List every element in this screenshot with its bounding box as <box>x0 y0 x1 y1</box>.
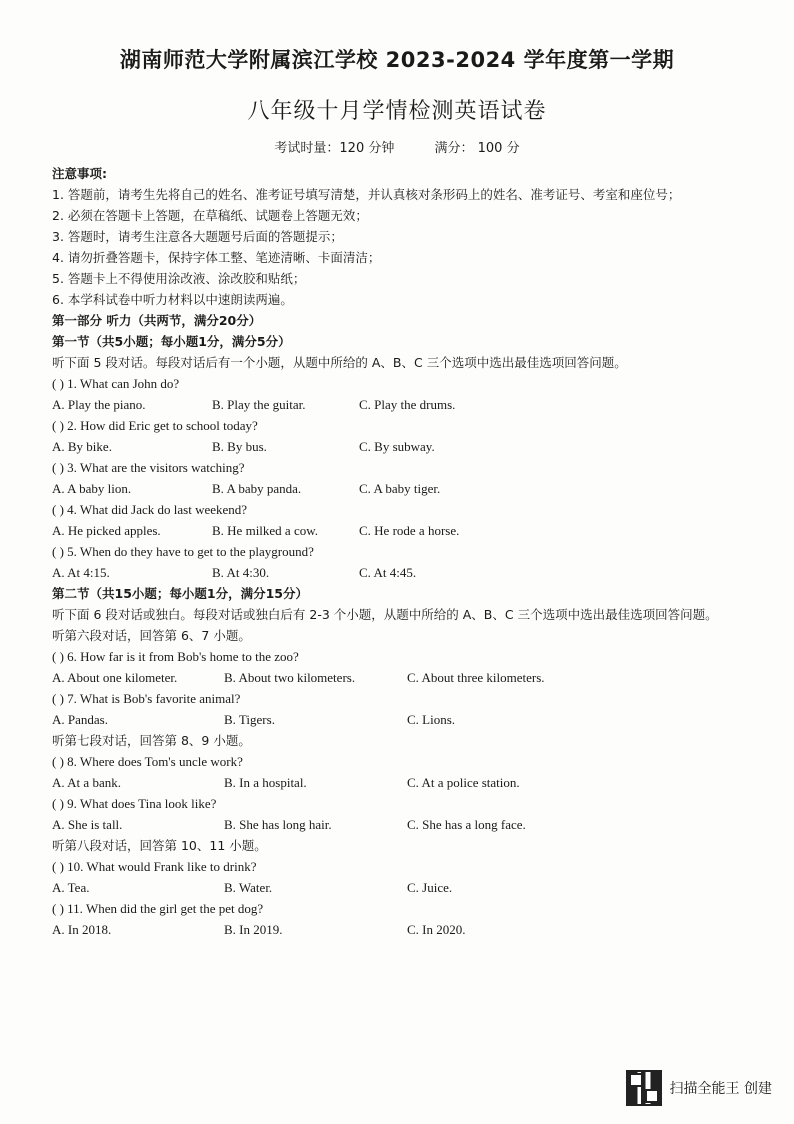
question: ( ) 8. Where does Tom's uncle work? <box>52 754 243 769</box>
options-row <box>52 478 732 499</box>
watermark-text: 扫描全能王 创建 <box>669 1081 772 1097</box>
option-b: B. In a hospital. <box>224 775 307 790</box>
option-c: C. A baby tiger. <box>359 481 441 496</box>
dialogue-group-heading: 听第八段对话，回答第 10、11 小题。 <box>52 838 267 853</box>
option-a: A. Tea. <box>52 880 90 895</box>
question: ( ) 10. What would Frank like to drink? <box>52 859 257 874</box>
question: ( ) 1. What can John do? <box>52 376 180 391</box>
option-a: A. About one kilometer. <box>52 670 178 685</box>
option-a: A. Play the piano. <box>52 397 146 412</box>
note-item: 2. 必须在答题卡上答题，在草稿纸、试题卷上答题无效； <box>52 208 368 223</box>
option-a: A. At a bank. <box>52 775 121 790</box>
exam-score: 满分： 100 分 <box>434 141 520 156</box>
option-a: A. At 4:15. <box>52 565 110 580</box>
options-row <box>52 709 732 730</box>
options-row <box>52 394 732 415</box>
option-b: B. By bus. <box>212 439 267 454</box>
option-a: A. He picked apples. <box>52 523 161 538</box>
note-item: 4. 请勿折叠答题卡，保持字体工整、笔迹清晰、卡面清洁； <box>52 250 381 265</box>
option-c: C. About three kilometers. <box>407 670 545 685</box>
option-b: B. Tigers. <box>224 712 275 727</box>
option-c: C. He rode a horse. <box>359 523 460 538</box>
section2-instruction: 听下面 6 段对话或独白。每段对话或独白后有 2-3 个小题，从题中所给的 A、B、C 三个选项中选出最佳选项回答问题。 <box>52 607 718 622</box>
question: ( ) 9. What does Tina look like? <box>52 796 217 811</box>
note-item: 6. 本学科试卷中听力材料以中速朗读两遍。 <box>52 292 293 307</box>
exam-school-title: 湖南师范大学附属滨江学校 2023-2024 学年度第一学期 <box>119 48 675 72</box>
option-b: B. He milked a cow. <box>212 523 319 538</box>
option-c: C. She has a long face. <box>407 817 526 832</box>
option-b: B. Water. <box>224 880 273 895</box>
exam-meta <box>0 137 794 156</box>
option-a: A. Pandas. <box>52 712 108 727</box>
option-c: C. By subway. <box>359 439 435 454</box>
option-c: C. At 4:45. <box>359 565 417 580</box>
exam-body <box>52 163 732 940</box>
question: ( ) 5. When do they have to get to the playground? <box>52 544 314 559</box>
option-c: C. In 2020. <box>407 922 466 937</box>
option-b: B. A baby panda. <box>212 481 302 496</box>
note-item: 1. 答题前，请考生先将自己的姓名、准考证号填写清楚，并认真核对条形码上的姓名、准考证号、考室和座位号； <box>52 187 681 202</box>
option-c: C. Play the drums. <box>359 397 456 412</box>
options-row <box>52 667 732 688</box>
option-c: C. Juice. <box>407 880 453 895</box>
question: ( ) 2. How did Eric get to school today? <box>52 418 258 433</box>
exam-paper-title: 八年级十月学情检测英语试卷 <box>247 99 547 124</box>
option-b: B. She has long hair. <box>224 817 332 832</box>
question: ( ) 7. What is Bob's favorite animal? <box>52 691 241 706</box>
exam-time: 考试时量：120 分钟 <box>274 141 395 156</box>
question: ( ) 3. What are the visitors watching? <box>52 460 245 475</box>
option-b: B. At 4:30. <box>212 565 270 580</box>
section2-heading: 第二节（共15小题；每小题1分，满分15分） <box>52 586 308 601</box>
part1-heading: 第一部分 听力（共两节，满分20分） <box>52 313 262 328</box>
dialogue-group-heading: 听第七段对话，回答第 8、9 小题。 <box>52 733 251 748</box>
question: ( ) 6. How far is it from Bob's home to the zoo? <box>52 649 299 664</box>
notes-heading: 注意事项: <box>52 166 107 181</box>
note-item: 5. 答题卡上不得使用涂改液、涂改胶和贴纸； <box>52 271 306 286</box>
question: ( ) 11. When did the girl get the pet dog? <box>52 901 264 916</box>
options-row <box>52 877 732 898</box>
options-row <box>52 562 732 583</box>
option-a: A. By bike. <box>52 439 112 454</box>
option-a: A. She is tall. <box>52 817 123 832</box>
options-row <box>52 436 732 457</box>
question: ( ) 4. What did Jack do last weekend? <box>52 502 248 517</box>
section1-heading: 第一节（共5小题；每小题1分，满分5分） <box>52 334 291 349</box>
note-item: 3. 答题时，请考生注意各大题题号后面的答题提示； <box>52 229 343 244</box>
dialogue-group-heading: 听第六段对话，回答第 6、7 小题。 <box>52 628 251 643</box>
options-row <box>52 520 732 541</box>
option-a: A. In 2018. <box>52 922 112 937</box>
section1-instruction: 听下面 5 段对话。每段对话后有一个小题，从题中所给的 A、B、C 三个选项中选出最佳选项回答问题。 <box>52 355 627 370</box>
option-c: C. Lions. <box>407 712 456 727</box>
option-a: A. A baby lion. <box>52 481 132 496</box>
options-row <box>52 919 732 940</box>
options-row <box>52 772 732 793</box>
option-b: B. About two kilometers. <box>224 670 356 685</box>
scanner-watermark <box>626 1070 772 1106</box>
option-b: B. In 2019. <box>224 922 283 937</box>
option-b: B. Play the guitar. <box>212 397 306 412</box>
options-row <box>52 814 732 835</box>
qr-code-icon <box>626 1070 662 1106</box>
option-c: C. At a police station. <box>407 775 520 790</box>
